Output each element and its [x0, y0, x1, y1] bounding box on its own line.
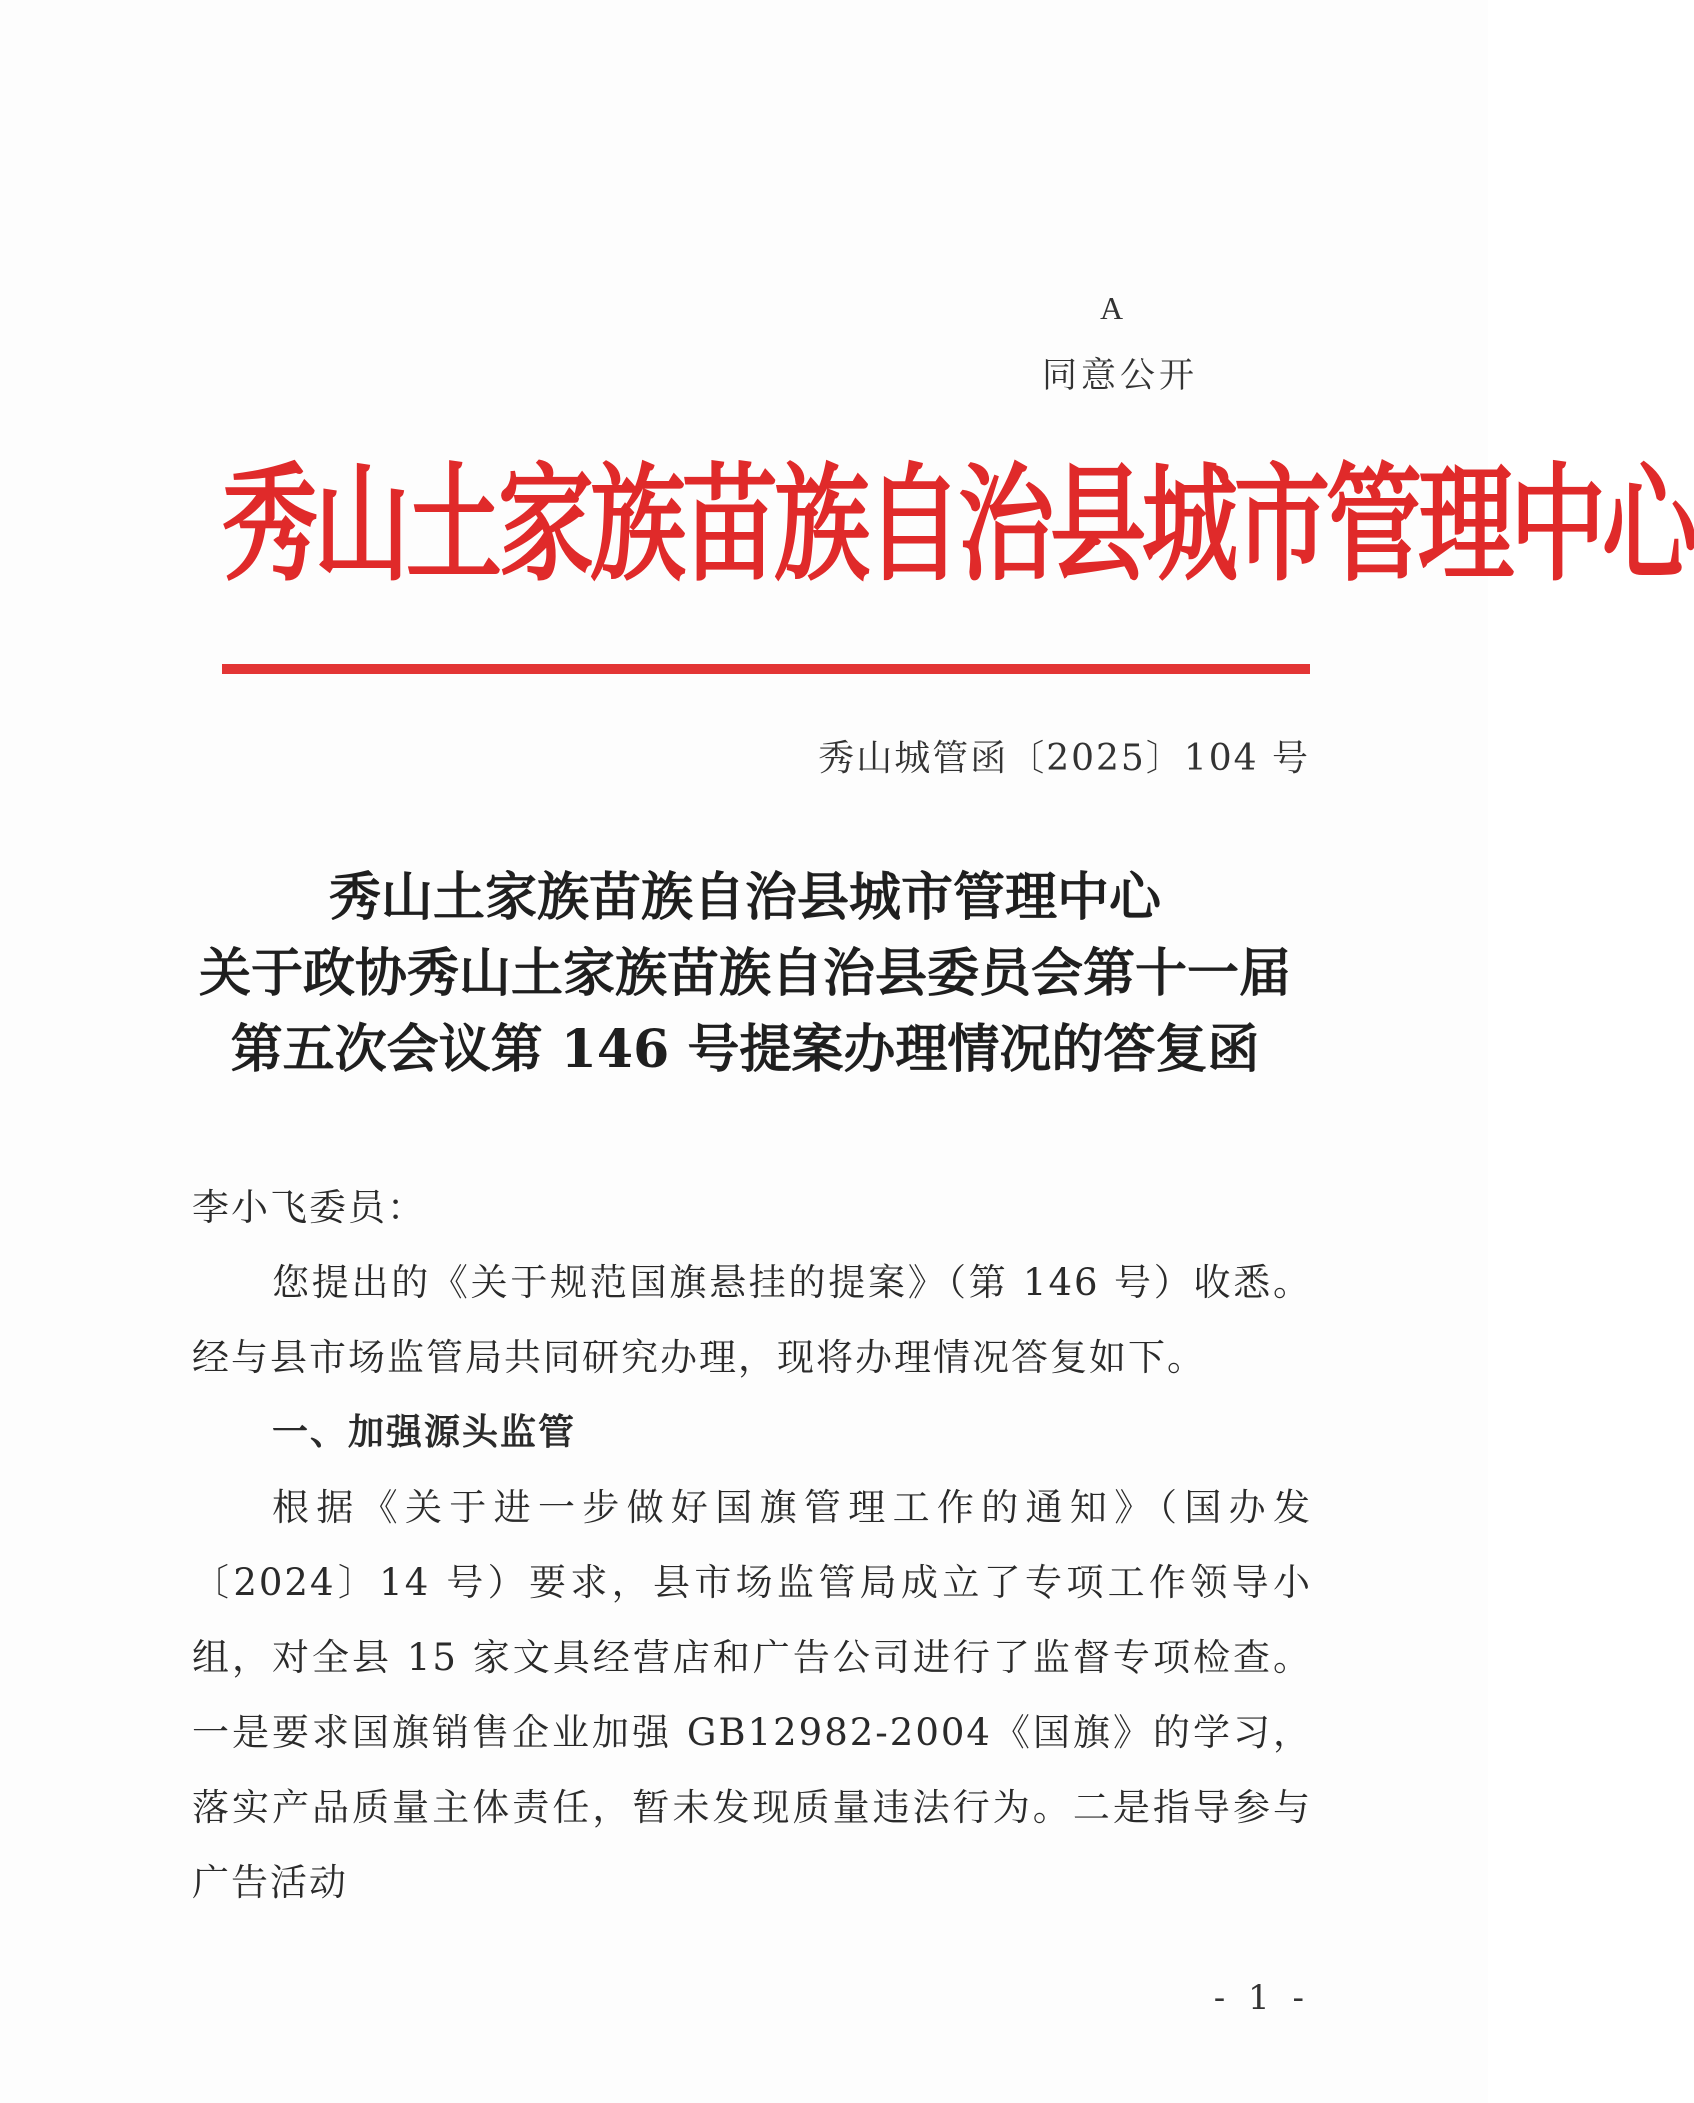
document-title: [150, 860, 1340, 1088]
paragraph-intro: 您提出的《关于规范国旗悬挂的提案》（第 146 号）收悉。经与县市场监管局共同研究办理，现将办理情况答复如下。: [192, 1261, 1312, 1379]
masthead-organization: 秀山土家族苗族自治县城市管理中心: [222, 449, 1694, 599]
section-heading-1: 一、加强源头监管: [272, 1412, 577, 1453]
paragraph-section-1: 根据《关于进一步做好国旗管理工作的通知》（国办发〔2024〕14 号）要求，县市场监管局成立了专项工作领导小组，对全县 15 家文具经营店和广告公司进行了监督专项检查。一是要求国旗销售企业加强 GB12982-2004《国旗》的学习，落实产品质量主体责任，暂未发现质量违法行为。二是指导参与广告活动: [192, 1486, 1312, 1904]
masthead-red-rule: [222, 664, 1310, 674]
title-line-3: 第五次会议第 146 号提案办理情况的答复函: [230, 1019, 1260, 1080]
page-number: - 1 -: [1213, 1978, 1310, 2018]
title-line-1: 秀山土家族苗族自治县城市管理中心: [328, 867, 1161, 928]
salutation: 李小飞委员：: [192, 1186, 426, 1229]
disclosure-status: 同意公开: [1042, 356, 1199, 396]
document-number: 秀山城管函〔2025〕104 号: [818, 738, 1310, 779]
disclosure-grade: A: [1100, 290, 1124, 326]
document-body: [192, 1170, 1312, 1920]
title-line-2: 关于政协秀山土家族苗族自治县委员会第十一届: [198, 943, 1291, 1004]
